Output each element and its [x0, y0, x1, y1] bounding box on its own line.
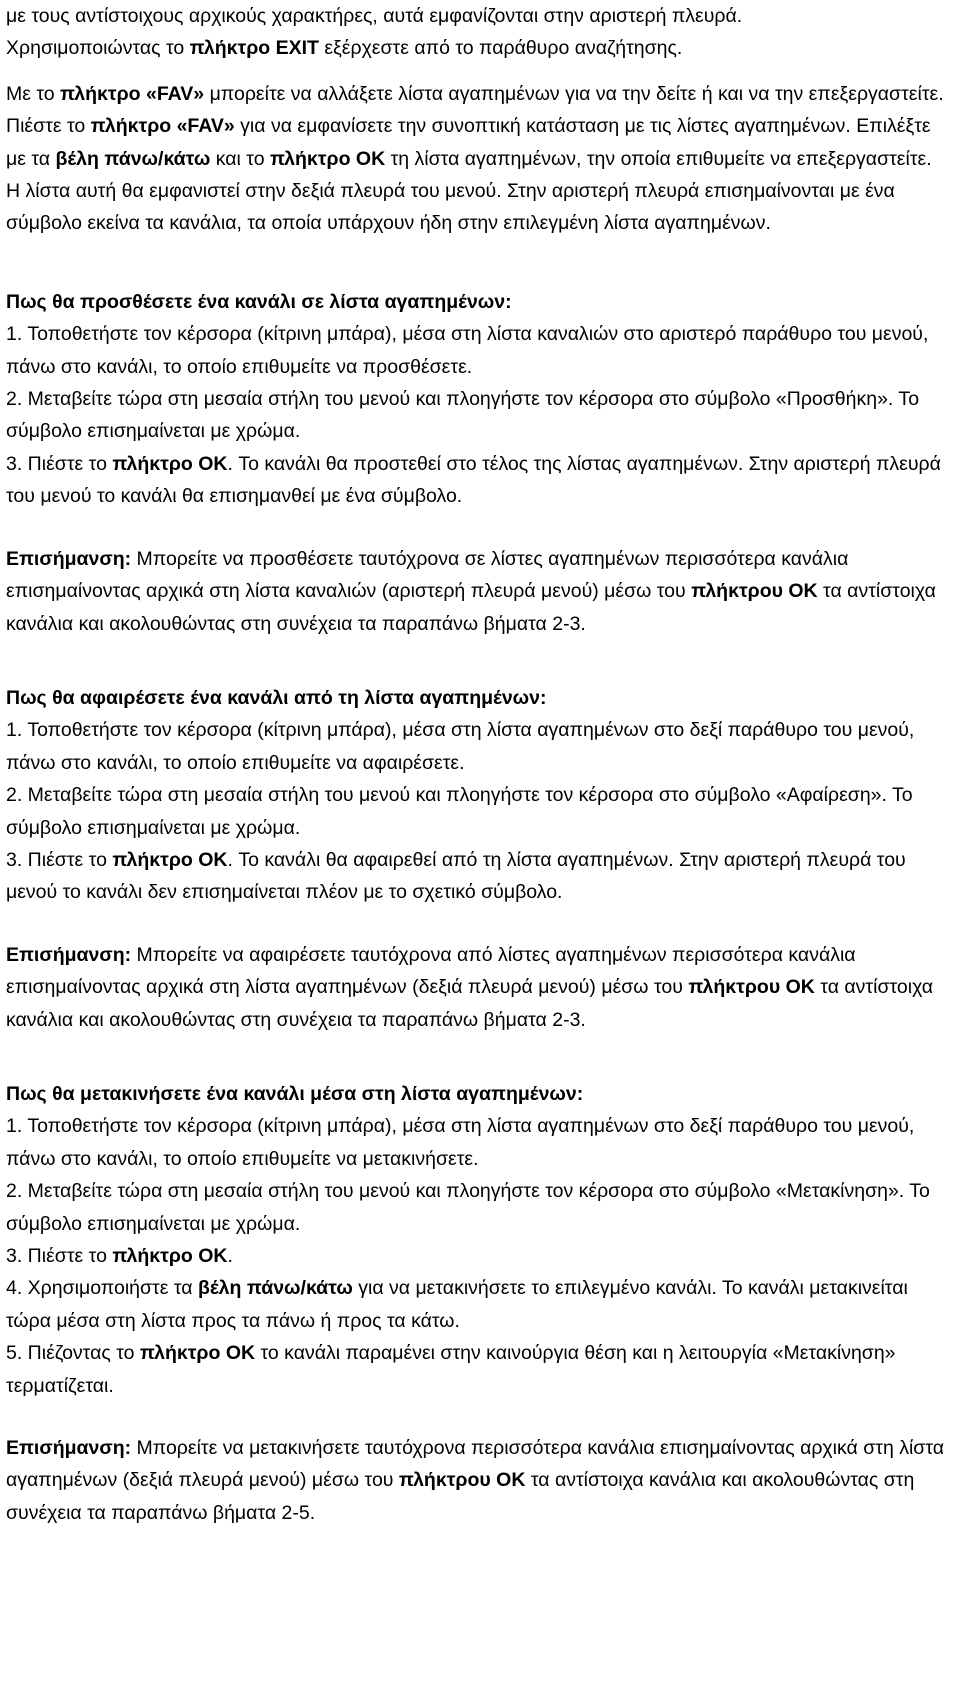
- add-step-2: 2. Μεταβείτε τώρα στη μεσαία στήλη του μενού και πλοηγήστε τον κέρσορα στο σύμβολο «Προσθήκη». Το σύμβολο επισημαίνεται με χρώμα.: [6, 388, 920, 443]
- add-step-1: 1. Τοποθετήστε τον κέρσορα (κίτρινη μπάρα), μέσα στη λίστα καναλιών στο αριστερό παράθυρο του μενού, πάνω στο κανάλι, το οποίο επιθυμείτε να προσθέσετε.: [6, 323, 929, 378]
- remove-step-1: 1. Τοποθετήστε τον κέρσορα (κίτρινη μπάρα), μέσα στη λίστα αγαπημένων στο δεξί παράθυρο του μενού, πάνω στο κανάλι, το οποίο επιθυμείτε να αφαιρέσετε.: [6, 719, 915, 774]
- add-step-3: 3. Πιέστε το πλήκτρο OK. Το κανάλι θα προστεθεί στο τέλος της λίστας αγαπημένων. Στην αριστερή πλευρά του μενού το κανάλι θα επισημανθεί με ένα σύμβολο.: [6, 452, 941, 508]
- ok-key-label: πλήκτρο OK: [139, 1342, 256, 1365]
- ok-key-label: πλήκτρου OK: [691, 580, 818, 603]
- remove-note: Επισήμανση: Μπορείτε να αφαιρέσετε ταυτόχρονα από λίστες αγαπημένων περισσότερα κανάλια επισημαίνοντας αρχικά στη λίστα αγαπημένων (δεξιά πλευρά μενού) μέσω του πλήκτρου OK τα αντίστοιχα κανάλια και ακολουθώντας στη συνέχεια τα παραπάνω βήματα 2-3.: [6, 943, 934, 1031]
- move-step-2: 2. Μεταβείτε τώρα στη μεσαία στήλη του μενού και πλοηγήστε τον κέρσορα στο σύμβολο «Μετακίνηση». Το σύμβολο επισημαίνεται με χρώμα.: [6, 1180, 930, 1235]
- move-note: Επισήμανση: Μπορείτε να μετακινήσετε ταυτόχρονα περισσότερα κανάλια επισημαίνοντας αρχικά στη λίστα αγαπημένων (δεξιά πλευρά μενού) μέσω του πλήκτρου OK τα αντίστοιχα κανάλια και ακολουθώντας στη συνέχεια τα παραπάνω βήματα 2-5.: [6, 1437, 945, 1524]
- ok-key-label: πλήκτρο OK: [269, 147, 386, 170]
- intro-paragraph: [6, 0, 946, 65]
- move-section-heading: Πως θα μετακινήσετε ένα κανάλι μέσα στη λίστα αγαπημένων:: [6, 1082, 584, 1105]
- spacer: [6, 240, 946, 286]
- ok-key-label: πλήκτρου OK: [398, 1469, 526, 1492]
- move-step-3: 3. Πιέστε το πλήκτρο OK.: [6, 1245, 233, 1267]
- exit-key-label: πλήκτρο EXIT: [189, 37, 319, 60]
- ok-key-label: πλήκτρο OK: [112, 848, 228, 871]
- spacer: [6, 65, 946, 78]
- fav-key-label: πλήκτρο «FAV»: [60, 82, 205, 105]
- note-label: Επισήμανση:: [6, 1437, 132, 1460]
- remove-section-heading: Πως θα αφαιρέσετε ένα κανάλι από τη λίστα αγαπημένων:: [6, 686, 547, 709]
- manual-page: [6, 0, 946, 1529]
- spacer: [6, 513, 946, 543]
- fav-paragraph: Με το πλήκτρο «FAV» μπορείτε να αλλάξετε λίστα αγαπημένων για να την δείτε ή και να την επεξεργαστείτε. Πιέστε το πλήκτρο «FAV» για να εμφανίσετε την συνοπτική κατάσταση με τις λίστες αγαπημένων. Επιλέξτε με τα βέλη πάνω/κάτω και το πλήκτρο OK τη λίστα αγαπημένων, την οποία επιθυμείτε να επεξεργαστείτε. Η λίστα αυτή θα εμφανιστεί στην δεξιά πλευρά του μενού. Στην αριστερή πλευρά επισημαίνονται με ένα σύμβολο εκείνα τα κανάλια, τα οποία υπάρχουν ήδη στην επιλεγμένη λίστα αγαπημένων.: [6, 82, 944, 235]
- intro-line-1: με τους αντίστοιχους αρχικούς χαρακτήρες, αυτά εμφανίζονται στην αριστερή πλευρά.: [6, 5, 743, 27]
- arrow-keys-label: βέλη πάνω/κάτω: [55, 147, 211, 170]
- move-step-4: 4. Χρησιμοποιήστε τα βέλη πάνω/κάτω για να μετακινήσετε το επιλεγμένο κανάλι. Το κανάλι μετακινείται τώρα μέσα στη λίστα προς τα πάνω ή προς τα κάτω.: [6, 1277, 908, 1332]
- spacer: [6, 1036, 946, 1078]
- fav-key-label: πλήκτρο «FAV»: [90, 115, 235, 138]
- add-section-heading: Πως θα προσθέσετε ένα κανάλι σε λίστα αγαπημένων:: [6, 290, 512, 313]
- arrow-keys-label: βέλη πάνω/κάτω: [197, 1277, 353, 1300]
- remove-step-3: 3. Πιέστε το πλήκτρο OK. Το κανάλι θα αφαιρεθεί από τη λίστα αγαπημένων. Στην αριστερή πλευρά του μενού το κανάλι δεν επισημαίνεται πλέον με το σχετικό σύμβολο.: [6, 848, 906, 904]
- note-label: Επισήμανση:: [6, 943, 132, 966]
- add-note: Επισήμανση: Μπορείτε να προσθέσετε ταυτόχρονα σε λίστες αγαπημένων περισσότερα κανάλια επισημαίνοντας αρχικά στη λίστα καναλιών (αριστερή πλευρά μενού) μέσω του πλήκτρου OK τα αντίστοιχα κανάλια και ακολουθώντας στη συνέχεια τα παραπάνω βήματα 2-3.: [6, 547, 936, 635]
- intro-text: εξέρχεστε από το παράθυρο αναζήτησης.: [318, 37, 683, 60]
- ok-key-label: πλήκτρο OK: [112, 1245, 228, 1267]
- move-step-5: 5. Πιέζοντας το πλήκτρο OK το κανάλι παραμένει στην καινούργια θέση και η λειτουργία «Μετακίνηση» τερματίζεται.: [6, 1342, 896, 1397]
- intro-text: Χρησιμοποιώντας το: [6, 37, 190, 60]
- spacer: [6, 640, 946, 682]
- spacer: [6, 1402, 946, 1432]
- ok-key-label: πλήκτρου OK: [688, 976, 815, 999]
- remove-step-2: 2. Μεταβείτε τώρα στη μεσαία στήλη του μενού και πλοηγήστε τον κέρσορα στο σύμβολο «Αφαίρεση». Το σύμβολο επισημαίνεται με χρώμα.: [6, 784, 913, 839]
- spacer: [6, 909, 946, 939]
- ok-key-label: πλήκτρο OK: [112, 452, 228, 475]
- note-label: Επισήμανση:: [6, 547, 132, 570]
- move-step-1: 1. Τοποθετήστε τον κέρσορα (κίτρινη μπάρα), μέσα στη λίστα αγαπημένων στο δεξί παράθυρο του μενού, πάνω στο κανάλι, το οποίο επιθυμείτε να μετακινήσετε.: [6, 1115, 915, 1170]
